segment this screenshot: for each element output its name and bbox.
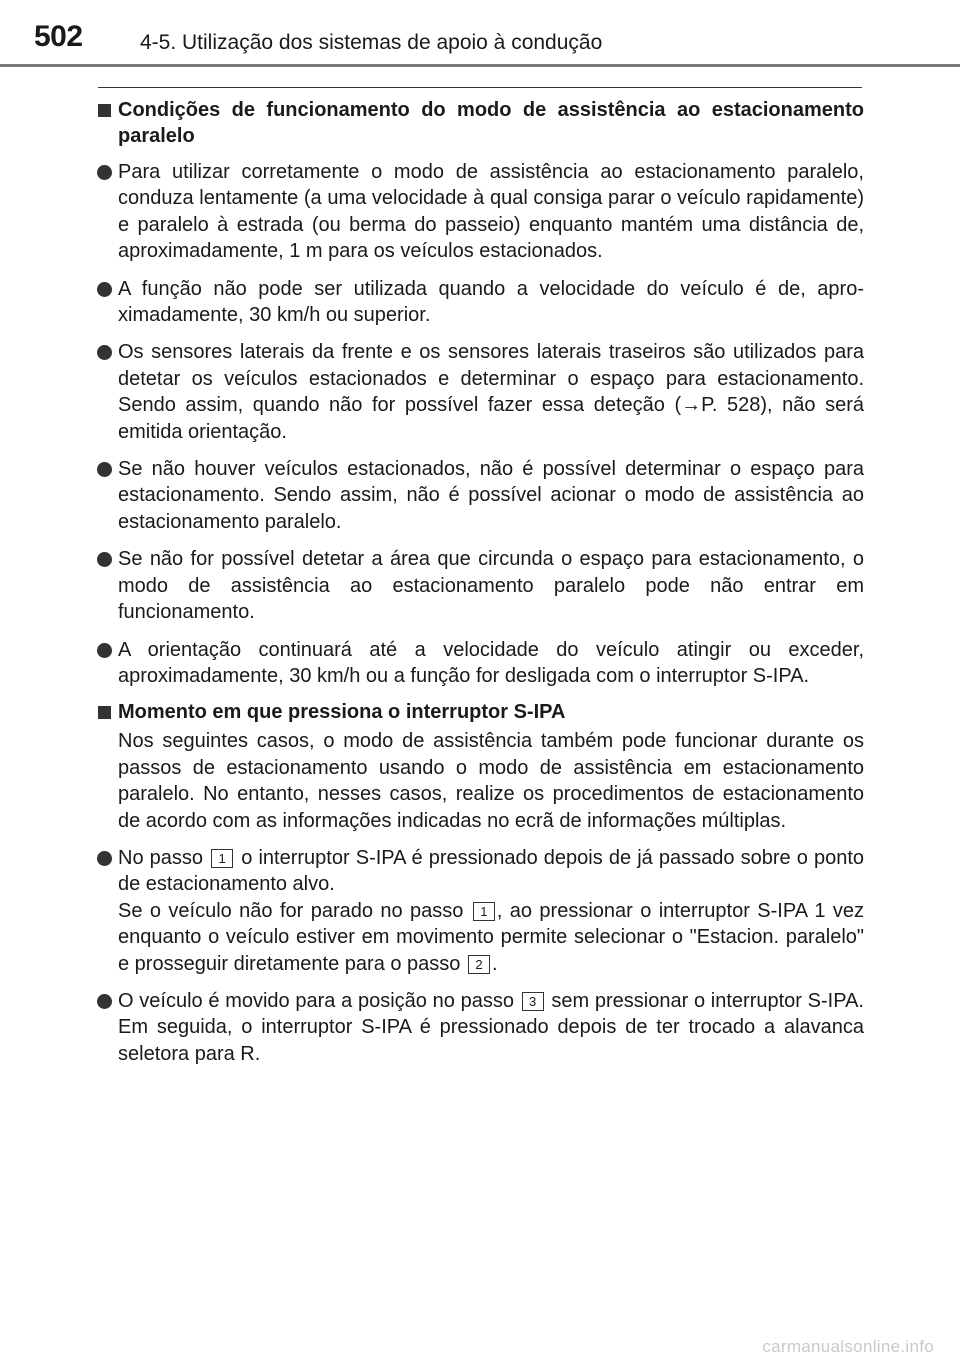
round-bullet-icon <box>97 643 112 658</box>
list-item <box>96 159 864 265</box>
square-bullet-icon <box>98 104 111 117</box>
round-bullet-icon <box>97 165 112 180</box>
section-intro-paragraph: Nos seguintes casos, o modo de assistência também pode funcionar durante os passos de estacionamento usando o modo de assistência em estacionamento paralelo. No entanto, nesses casos, realize os procedimentos de estacionamento de acordo com as informações indicadas no ecrã de informações múltiplas. <box>118 730 864 832</box>
section-heading-parallel-conditions <box>96 97 864 149</box>
list-item-text: A orientação continuará até a velocidade do veículo atingir ou exceder, aproximadamente, 30 km/h ou a função for desligada com o interruptor S-IPA. <box>118 638 864 687</box>
list-item-text: , ao pressionar o interruptor S-IPA 1 vez enquanto o veículo estiver em movimento permite selecionar o "Estacion. paralelo" e prosseguir diretamente para o passo <box>118 899 865 975</box>
list-item-text: Os sensores laterais da frente e os sensores laterais traseiros são utilizados para detetar os veículos estacionados e determinar o espaço para estacionamento. Sendo assim, quando não for possível fazer essa deteção (→P. 528), não será emitida orientação. <box>118 341 864 443</box>
header-rule <box>0 64 960 67</box>
page-number: 502 <box>34 20 83 53</box>
step-number-box: 3 <box>522 992 544 1011</box>
section-rule <box>98 87 862 88</box>
heading-text: Condições de funcionamento do modo de assistência ao estacionamento paralelo <box>118 99 864 147</box>
list-item-text: No passo <box>118 846 204 869</box>
list-item-text: Se não houver veículos estacionados, não é possível determinar o espaço para estacionamento. Sendo assim, não é possível acionar o modo de assistência ao estacionamento paralelo. <box>118 458 864 533</box>
watermark-text: carmanualsonline.info <box>762 1337 934 1356</box>
list-item-text: Se não for possível detetar a área que circunda o espaço para estacionamento, o modo de assistência ao estacionamento paralelo pode não entrar em funcionamento. <box>118 548 864 624</box>
step-number-box: 1 <box>473 902 495 921</box>
list-item-text: . <box>491 952 498 975</box>
list-item-text: Para utilizar corretamente o modo de assistência ao estacionamento paralelo, conduza lentamente (a uma velocidade à qual consiga parar o veículo rapidamente) e paralelo à estrada (ou berma do passeio) enquanto mantém uma distância de, aproximadamente, 1 m para os veículos estacionados. <box>118 161 864 263</box>
list-item <box>96 456 864 535</box>
list-item-text: O veículo é movido para a posição no passo <box>118 989 514 1012</box>
section-heading-sipa-switch <box>96 699 864 725</box>
list-item <box>96 637 864 690</box>
round-bullet-icon <box>97 282 112 297</box>
list-item-text: o interruptor S-IPA é pressionado depois de já passado sobre o ponto de estacionamento alvo. <box>118 846 864 896</box>
round-bullet-icon <box>97 552 112 567</box>
round-bullet-icon <box>97 345 112 360</box>
list-item-text: A função não pode ser utilizada quando a velocidade do veículo é de, aproximadamente, 30 km/h ou superior. <box>118 277 864 327</box>
round-bullet-icon <box>97 851 112 866</box>
list-item <box>96 546 864 625</box>
page-header <box>0 0 960 64</box>
round-bullet-icon <box>97 994 112 1009</box>
chapter-title: 4-5. Utilização dos sistemas de apoio à condução <box>140 31 603 54</box>
square-bullet-icon <box>98 706 111 719</box>
list-item <box>96 845 864 977</box>
step-number-box: 2 <box>468 955 490 974</box>
list-item-text: Se o veículo não for parado no passo <box>118 899 464 922</box>
list-item <box>96 988 864 1067</box>
heading-text: Momento em que pressiona o interruptor S-IPA <box>118 701 566 724</box>
list-item-text: sem pressionar o interruptor S-IPA. Em seguida, o interruptor S-IPA é pressionado depois de ter trocado a alavanca seletora para R. <box>118 989 864 1065</box>
round-bullet-icon <box>97 462 112 477</box>
list-item <box>96 339 864 445</box>
step-number-box: 1 <box>211 849 233 868</box>
list-item <box>96 276 864 329</box>
page-content <box>96 94 864 1067</box>
